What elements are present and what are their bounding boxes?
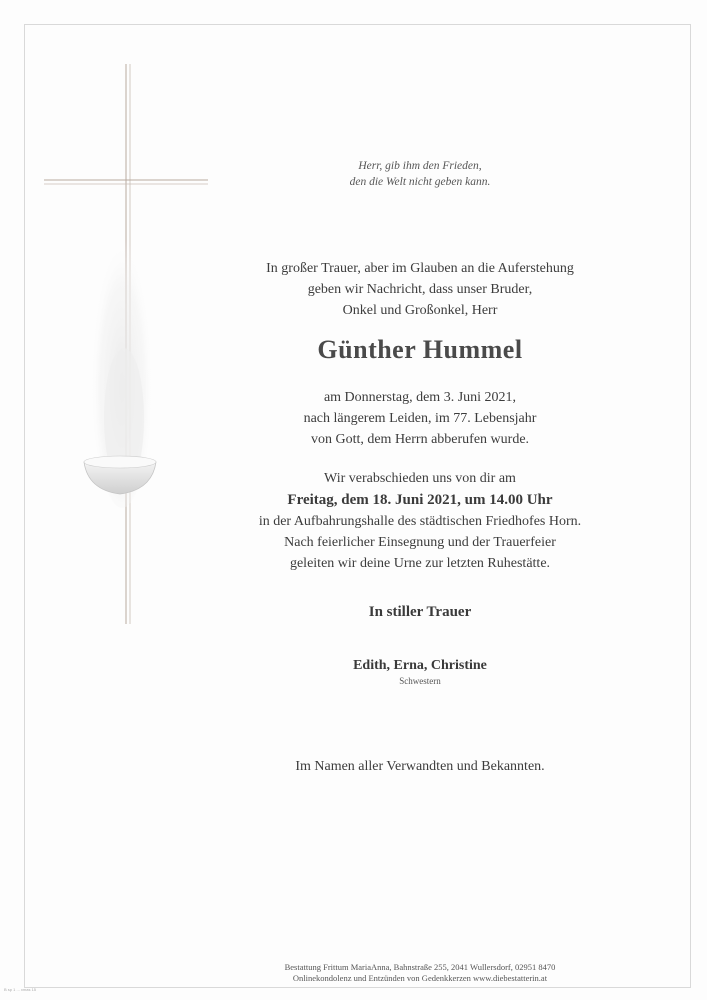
verse-line: den die Welt nicht geben kann.	[349, 176, 491, 188]
farewell-intro: Wir verabschieden uns von dir am	[324, 471, 516, 486]
intro-line: geben wir Nachricht, dass unser Bruder,	[307, 282, 533, 297]
family-names: Edith, Erna, Christine	[353, 658, 487, 673]
verse	[170, 158, 670, 190]
mourning-heading: In stiller Trauer	[368, 604, 472, 620]
family-block	[170, 657, 670, 687]
death-line: nach längerem Leiden, im 77. Lebensjahr	[303, 411, 537, 426]
death-line: von Gott, dem Herrn abberufen wurde.	[310, 432, 530, 447]
footer-line: Onlinekondolenz und Entzünden von Gedenkkerzen www.diebestatterin.at	[292, 973, 548, 983]
farewell-line: in der Aufbahrungshalle des städtischen Friedhofes Horn.	[258, 514, 582, 529]
farewell-line: Nach feierlicher Einsegnung und der Trauerfeier	[284, 535, 556, 550]
footer	[170, 962, 670, 984]
death-line: am Donnerstag, dem 3. Juni 2021,	[323, 390, 517, 405]
farewell-section	[170, 468, 670, 574]
family-relation: Schwestern	[399, 676, 441, 686]
footer-line: Bestattung Frittum MariaAnna, Bahnstraße 255, 2041 Wullersdorf, 02951 8470	[284, 962, 556, 972]
relatives-line: Im Namen aller Verwandten und Bekannten.	[295, 759, 545, 774]
intro-text	[170, 258, 670, 321]
death-notice	[170, 387, 670, 450]
farewell-date: Freitag, dem 18. Juni 2021, um 14.00 Uhr	[287, 492, 553, 508]
intro-line: In großer Trauer, aber im Glauben an die Auferstehung	[266, 261, 574, 276]
deceased-name: Günther Hummel	[317, 335, 523, 364]
intro-line: Onkel und Großonkel, Herr	[342, 303, 498, 318]
print-code: B sp 1 ... xmas 15	[4, 987, 37, 992]
verse-line: Herr, gib ihm den Frieden,	[358, 160, 482, 172]
farewell-line: geleiten wir deine Urne zur letzten Ruhestätte.	[289, 556, 551, 571]
